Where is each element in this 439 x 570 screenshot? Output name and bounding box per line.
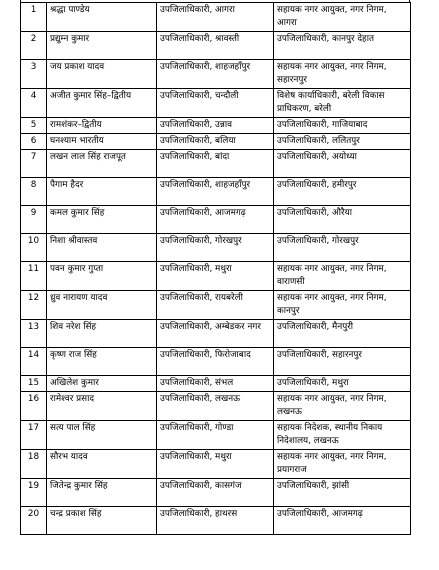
current-post-cell: उपजिलाधिकारी, हाथरस xyxy=(157,507,274,535)
new-post-cell: सहायक निदेशक, स्थानीय निकाय निदेशालय, लखनऊ xyxy=(274,421,411,450)
new-post-cell: उपजिलाधिकारी, आजमगढ़ xyxy=(274,507,411,535)
table-row xyxy=(21,234,411,262)
current-post-cell: उपजिलाधिकारी, गोरखपुर xyxy=(157,234,274,262)
serial-number-cell: 10 xyxy=(21,234,47,262)
table-row xyxy=(21,206,411,234)
current-post-cell: उपजिलाधिकारी, शाहजहाँपुर xyxy=(157,178,274,206)
officer-name-cell: जय प्रकाश यादव xyxy=(47,60,157,89)
serial-number-cell: 15 xyxy=(21,376,47,392)
current-post-cell: उपजिलाधिकारी, मथुरा xyxy=(157,262,274,291)
current-post-cell: उपजिलाधिकारी, फिरोजाबाद xyxy=(157,348,274,376)
new-post-cell: उपजिलाधिकारी, मथुरा xyxy=(274,376,411,392)
new-post-cell: उपजिलाधिकारी, सहारनपुर xyxy=(274,348,411,376)
serial-number-cell: 2 xyxy=(21,32,47,60)
new-post-cell: उपजिलाधिकारी, ललितपुर xyxy=(274,134,411,150)
current-post-cell: उपजिलाधिकारी, लखनऊ xyxy=(157,392,274,421)
serial-number-cell: 20 xyxy=(21,507,47,535)
officer-name-cell: अखिलेश कुमार xyxy=(47,376,157,392)
current-post-cell: उपजिलाधिकारी, उन्नाव xyxy=(157,118,274,134)
serial-number-cell: 6 xyxy=(21,134,47,150)
current-post-cell: उपजिलाधिकारी, कासगंज xyxy=(157,479,274,507)
new-post-cell: सहायक नगर आयुक्त, नगर निगम, प्रयागराज xyxy=(274,450,411,479)
table-body xyxy=(21,3,411,535)
table-row xyxy=(21,3,411,32)
table-row xyxy=(21,507,411,535)
new-post-cell: उपजिलाधिकारी, झांसी xyxy=(274,479,411,507)
new-post-cell: उपजिलाधिकारी, हमीरपुर xyxy=(274,178,411,206)
serial-number-cell: 18 xyxy=(21,450,47,479)
table-row xyxy=(21,89,411,118)
officer-name-cell: सत्य पाल सिंह xyxy=(47,421,157,450)
table-row xyxy=(21,348,411,376)
table-row xyxy=(21,118,411,134)
officer-name-cell: कृष्ण राज सिंह xyxy=(47,348,157,376)
officer-name-cell: घनश्याम भारतीय xyxy=(47,134,157,150)
officer-name-cell: श्रद्धा पाण्डेय xyxy=(47,3,157,32)
table-row xyxy=(21,150,411,178)
new-post-cell: उपजिलाधिकारी, औरैया xyxy=(274,206,411,234)
new-post-cell: सहायक नगर आयुक्त, नगर निगम, लखनऊ xyxy=(274,392,411,421)
new-post-cell: सहायक नगर आयुक्त, नगर निगम, वाराणसी xyxy=(274,262,411,291)
current-post-cell: उपजिलाधिकारी, संभल xyxy=(157,376,274,392)
table-row xyxy=(21,421,411,450)
current-post-cell: उपजिलाधिकारी, अम्बेडकर नगर xyxy=(157,320,274,348)
table-row xyxy=(21,392,411,421)
officer-name-cell: पवन कुमार गुप्ता xyxy=(47,262,157,291)
table-row xyxy=(21,262,411,291)
new-post-cell: सहायक नगर आयुक्त, नगर निगम, आगरा xyxy=(274,3,411,32)
transfer-table xyxy=(20,2,411,535)
new-post-cell: सहायक नगर आयुक्त, नगर निगम, कानपुर xyxy=(274,291,411,320)
table-row xyxy=(21,450,411,479)
officer-name-cell: रामेश्वर प्रसाद xyxy=(47,392,157,421)
current-post-cell: उपजिलाधिकारी, बलिया xyxy=(157,134,274,150)
serial-number-cell: 16 xyxy=(21,392,47,421)
serial-number-cell: 7 xyxy=(21,150,47,178)
table-row xyxy=(21,134,411,150)
new-post-cell: उपजिलाधिकारी, अयोध्या xyxy=(274,150,411,178)
serial-number-cell: 14 xyxy=(21,348,47,376)
table-row xyxy=(21,479,411,507)
officer-name-cell: अजीत कुमार सिंह–द्वितीय xyxy=(47,89,157,118)
current-post-cell: उपजिलाधिकारी, मथुरा xyxy=(157,450,274,479)
serial-number-cell: 5 xyxy=(21,118,47,134)
table-row xyxy=(21,376,411,392)
current-post-cell: उपजिलाधिकारी, आजमगढ़ xyxy=(157,206,274,234)
table-row xyxy=(21,178,411,206)
table-row xyxy=(21,32,411,60)
new-post-cell: उपजिलाधिकारी, मैनपुरी xyxy=(274,320,411,348)
current-post-cell: उपजिलाधिकारी, रायबरेली xyxy=(157,291,274,320)
officer-name-cell: शिव नरेश सिंह xyxy=(47,320,157,348)
serial-number-cell: 9 xyxy=(21,206,47,234)
officer-name-cell: रामशंकर–द्वितीय xyxy=(47,118,157,134)
officer-name-cell: पैगाम हैदर xyxy=(47,178,157,206)
serial-number-cell: 3 xyxy=(21,60,47,89)
serial-number-cell: 17 xyxy=(21,421,47,450)
new-post-cell: सहायक नगर आयुक्त, नगर निगम, सहारनपुर xyxy=(274,60,411,89)
table-row xyxy=(21,291,411,320)
table-row xyxy=(21,60,411,89)
new-post-cell: उपजिलाधिकारी, गोरखपुर xyxy=(274,234,411,262)
new-post-cell: उपजिलाधिकारी, कानपुर देहात xyxy=(274,32,411,60)
officer-name-cell: प्रद्युम्न कुमार xyxy=(47,32,157,60)
new-post-cell: विशेष कार्याधिकारी, बरेली विकास प्राधिकरण, बरेली xyxy=(274,89,411,118)
serial-number-cell: 1 xyxy=(21,3,47,32)
officer-name-cell: चन्द्र प्रकाश सिंह xyxy=(47,507,157,535)
current-post-cell: उपजिलाधिकारी, शाहजहाँपुर xyxy=(157,60,274,89)
serial-number-cell: 4 xyxy=(21,89,47,118)
serial-number-cell: 12 xyxy=(21,291,47,320)
new-post-cell: उपजिलाधिकारी, गाजियाबाद xyxy=(274,118,411,134)
serial-number-cell: 13 xyxy=(21,320,47,348)
current-post-cell: उपजिलाधिकारी, बांदा xyxy=(157,150,274,178)
transfer-list-document xyxy=(20,0,410,535)
officer-name-cell: सौरभ यादव xyxy=(47,450,157,479)
serial-number-cell: 8 xyxy=(21,178,47,206)
officer-name-cell: ध्रुव नारायण यादव xyxy=(47,291,157,320)
officer-name-cell: कमल कुमार सिंह xyxy=(47,206,157,234)
current-post-cell: उपजिलाधिकारी, गोण्डा xyxy=(157,421,274,450)
serial-number-cell: 11 xyxy=(21,262,47,291)
current-post-cell: उपजिलाधिकारी, चन्दौली xyxy=(157,89,274,118)
current-post-cell: उपजिलाधिकारी, आगरा xyxy=(157,3,274,32)
officer-name-cell: जितेन्द्र कुमार सिंह xyxy=(47,479,157,507)
officer-name-cell: निशा श्रीवास्तव xyxy=(47,234,157,262)
serial-number-cell: 19 xyxy=(21,479,47,507)
current-post-cell: उपजिलाधिकारी, श्रावस्ती xyxy=(157,32,274,60)
officer-name-cell: लखन लाल सिंह राजपूत xyxy=(47,150,157,178)
table-row xyxy=(21,320,411,348)
